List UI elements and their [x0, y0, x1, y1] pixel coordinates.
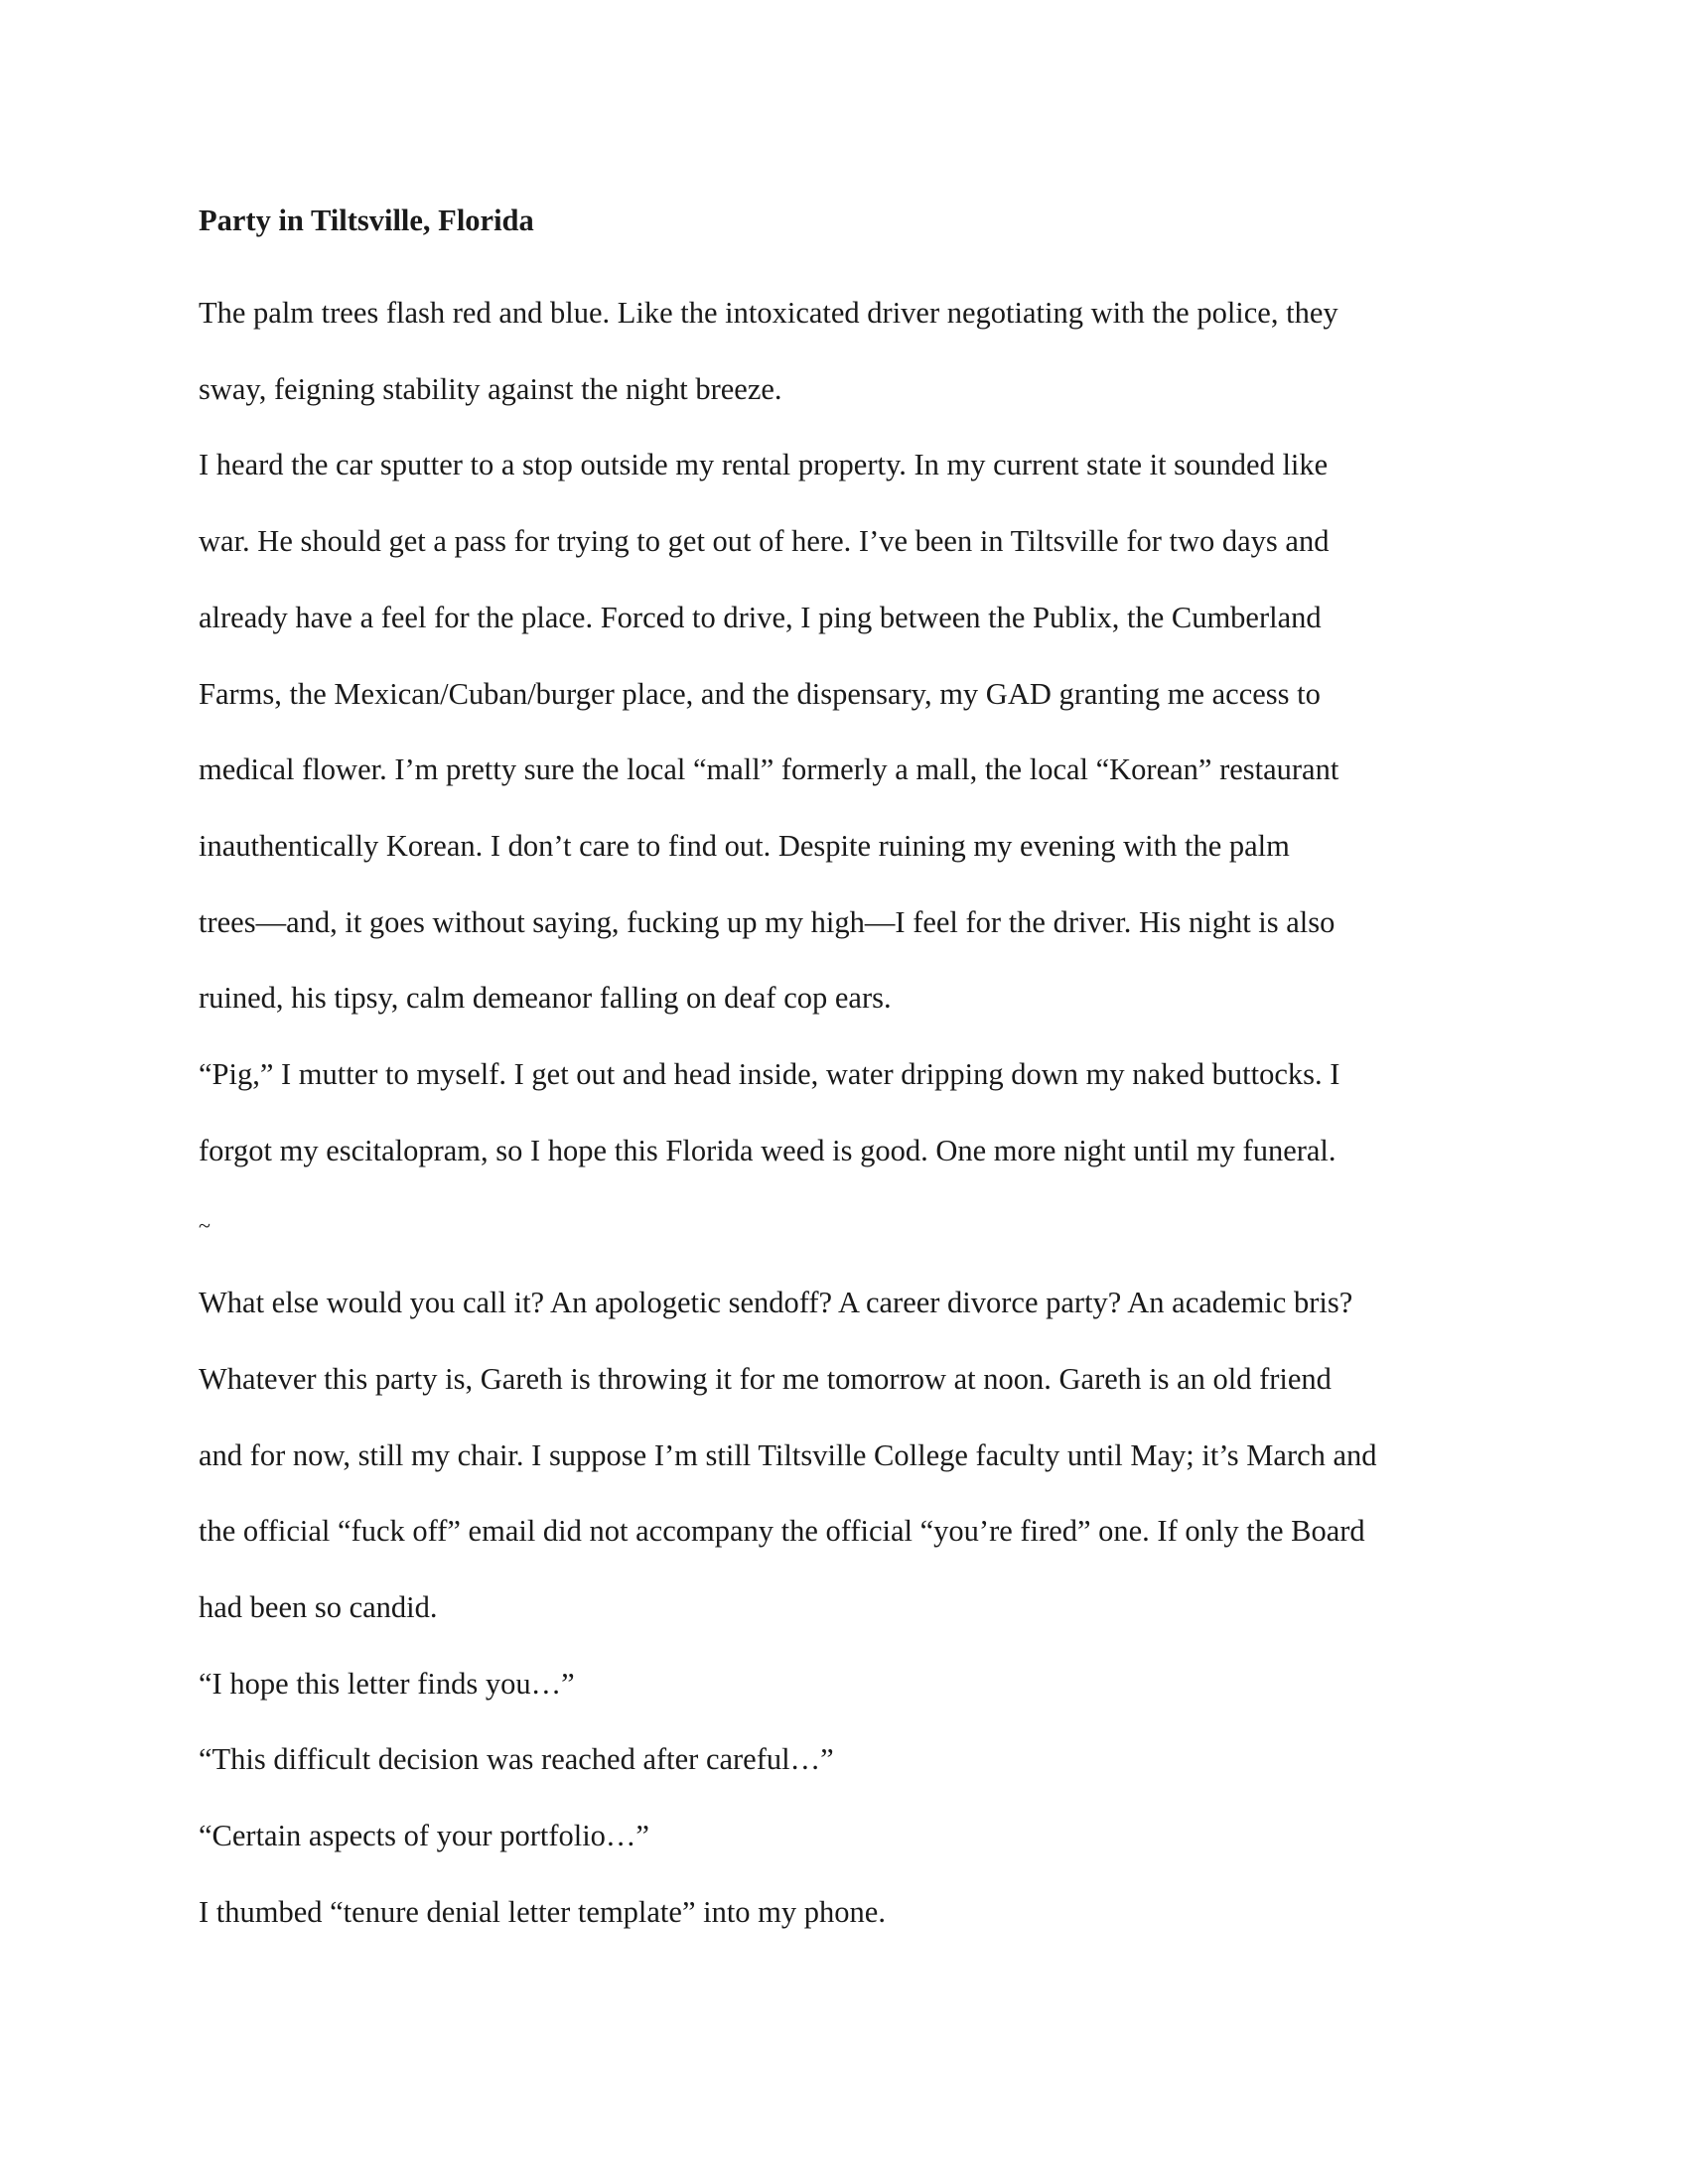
paragraph [199, 427, 1489, 1036]
text-line: I thumbed “tenure denial letter template” into my phone. [199, 1894, 886, 1929]
text-line: What else would you call it? An apologetic sendoff? A career divorce party? An academic bris? [199, 1286, 1353, 1320]
text-line: medical flower. I’m pretty sure the local “mall” formerly a mall, the local “Korean” restaurant [199, 752, 1339, 787]
text-line: trees—and, it goes without saying, fucking up my high—I feel for the driver. His night is also [199, 904, 1336, 939]
text-line: forgot my escitalopram, so I hope this Florida weed is good. One more night until my funeral. [199, 1133, 1336, 1167]
paragraph [199, 1646, 1489, 1722]
text-line: had been so candid. [199, 1589, 438, 1624]
text-line: The palm trees flash red and blue. Like the intoxicated driver negotiating with the police, they [199, 296, 1338, 330]
paragraph [199, 1798, 1489, 1874]
text-line: inauthentically Korean. I don’t care to find out. Despite ruining my evening with the palm [199, 828, 1290, 863]
paragraph [199, 1721, 1489, 1798]
text-line: war. He should get a pass for trying to get out of here. I’ve been in Tiltsville for two days and [199, 524, 1330, 559]
text-line: “Pig,” I mutter to myself. I get out and head inside, water dripping down my naked buttocks. I [199, 1057, 1340, 1092]
text-line: I heard the car sputter to a stop outside my rental property. In my current state it sounded like [199, 448, 1329, 482]
text-line: “Certain aspects of your portfolio…” [199, 1819, 649, 1853]
text-line: already have a feel for the place. Forced to drive, I ping between the Publix, the Cumberland [199, 600, 1322, 634]
text-line: and for now, still my chair. I suppose I’m still Tiltsville College faculty until May; it’s March and [199, 1437, 1377, 1472]
paragraph [199, 1265, 1489, 1646]
text-line: “I hope this letter finds you…” [199, 1666, 575, 1701]
paragraph [199, 1036, 1489, 1188]
section-separator: ~ [199, 1213, 211, 1239]
document-body [199, 199, 1489, 1950]
text-line: Whatever this party is, Gareth is throwing it for me tomorrow at noon. Gareth is an old friend [199, 1361, 1332, 1396]
document-title: Party in Tiltsville, Florida [199, 204, 534, 237]
text-line: Farms, the Mexican/Cuban/burger place, and the dispensary, my GAD granting me access to [199, 676, 1321, 711]
text-line: the official “fuck off” email did not accompany the official “you’re fired” one. If only the Board [199, 1514, 1365, 1549]
paragraph [199, 275, 1489, 427]
paragraph [199, 1874, 1489, 1951]
text-line: “This difficult decision was reached after careful…” [199, 1742, 834, 1777]
text-line: ruined, his tipsy, calm demeanor falling on deaf cop ears. [199, 981, 892, 1016]
text-line: sway, feigning stability against the night breeze. [199, 371, 782, 406]
